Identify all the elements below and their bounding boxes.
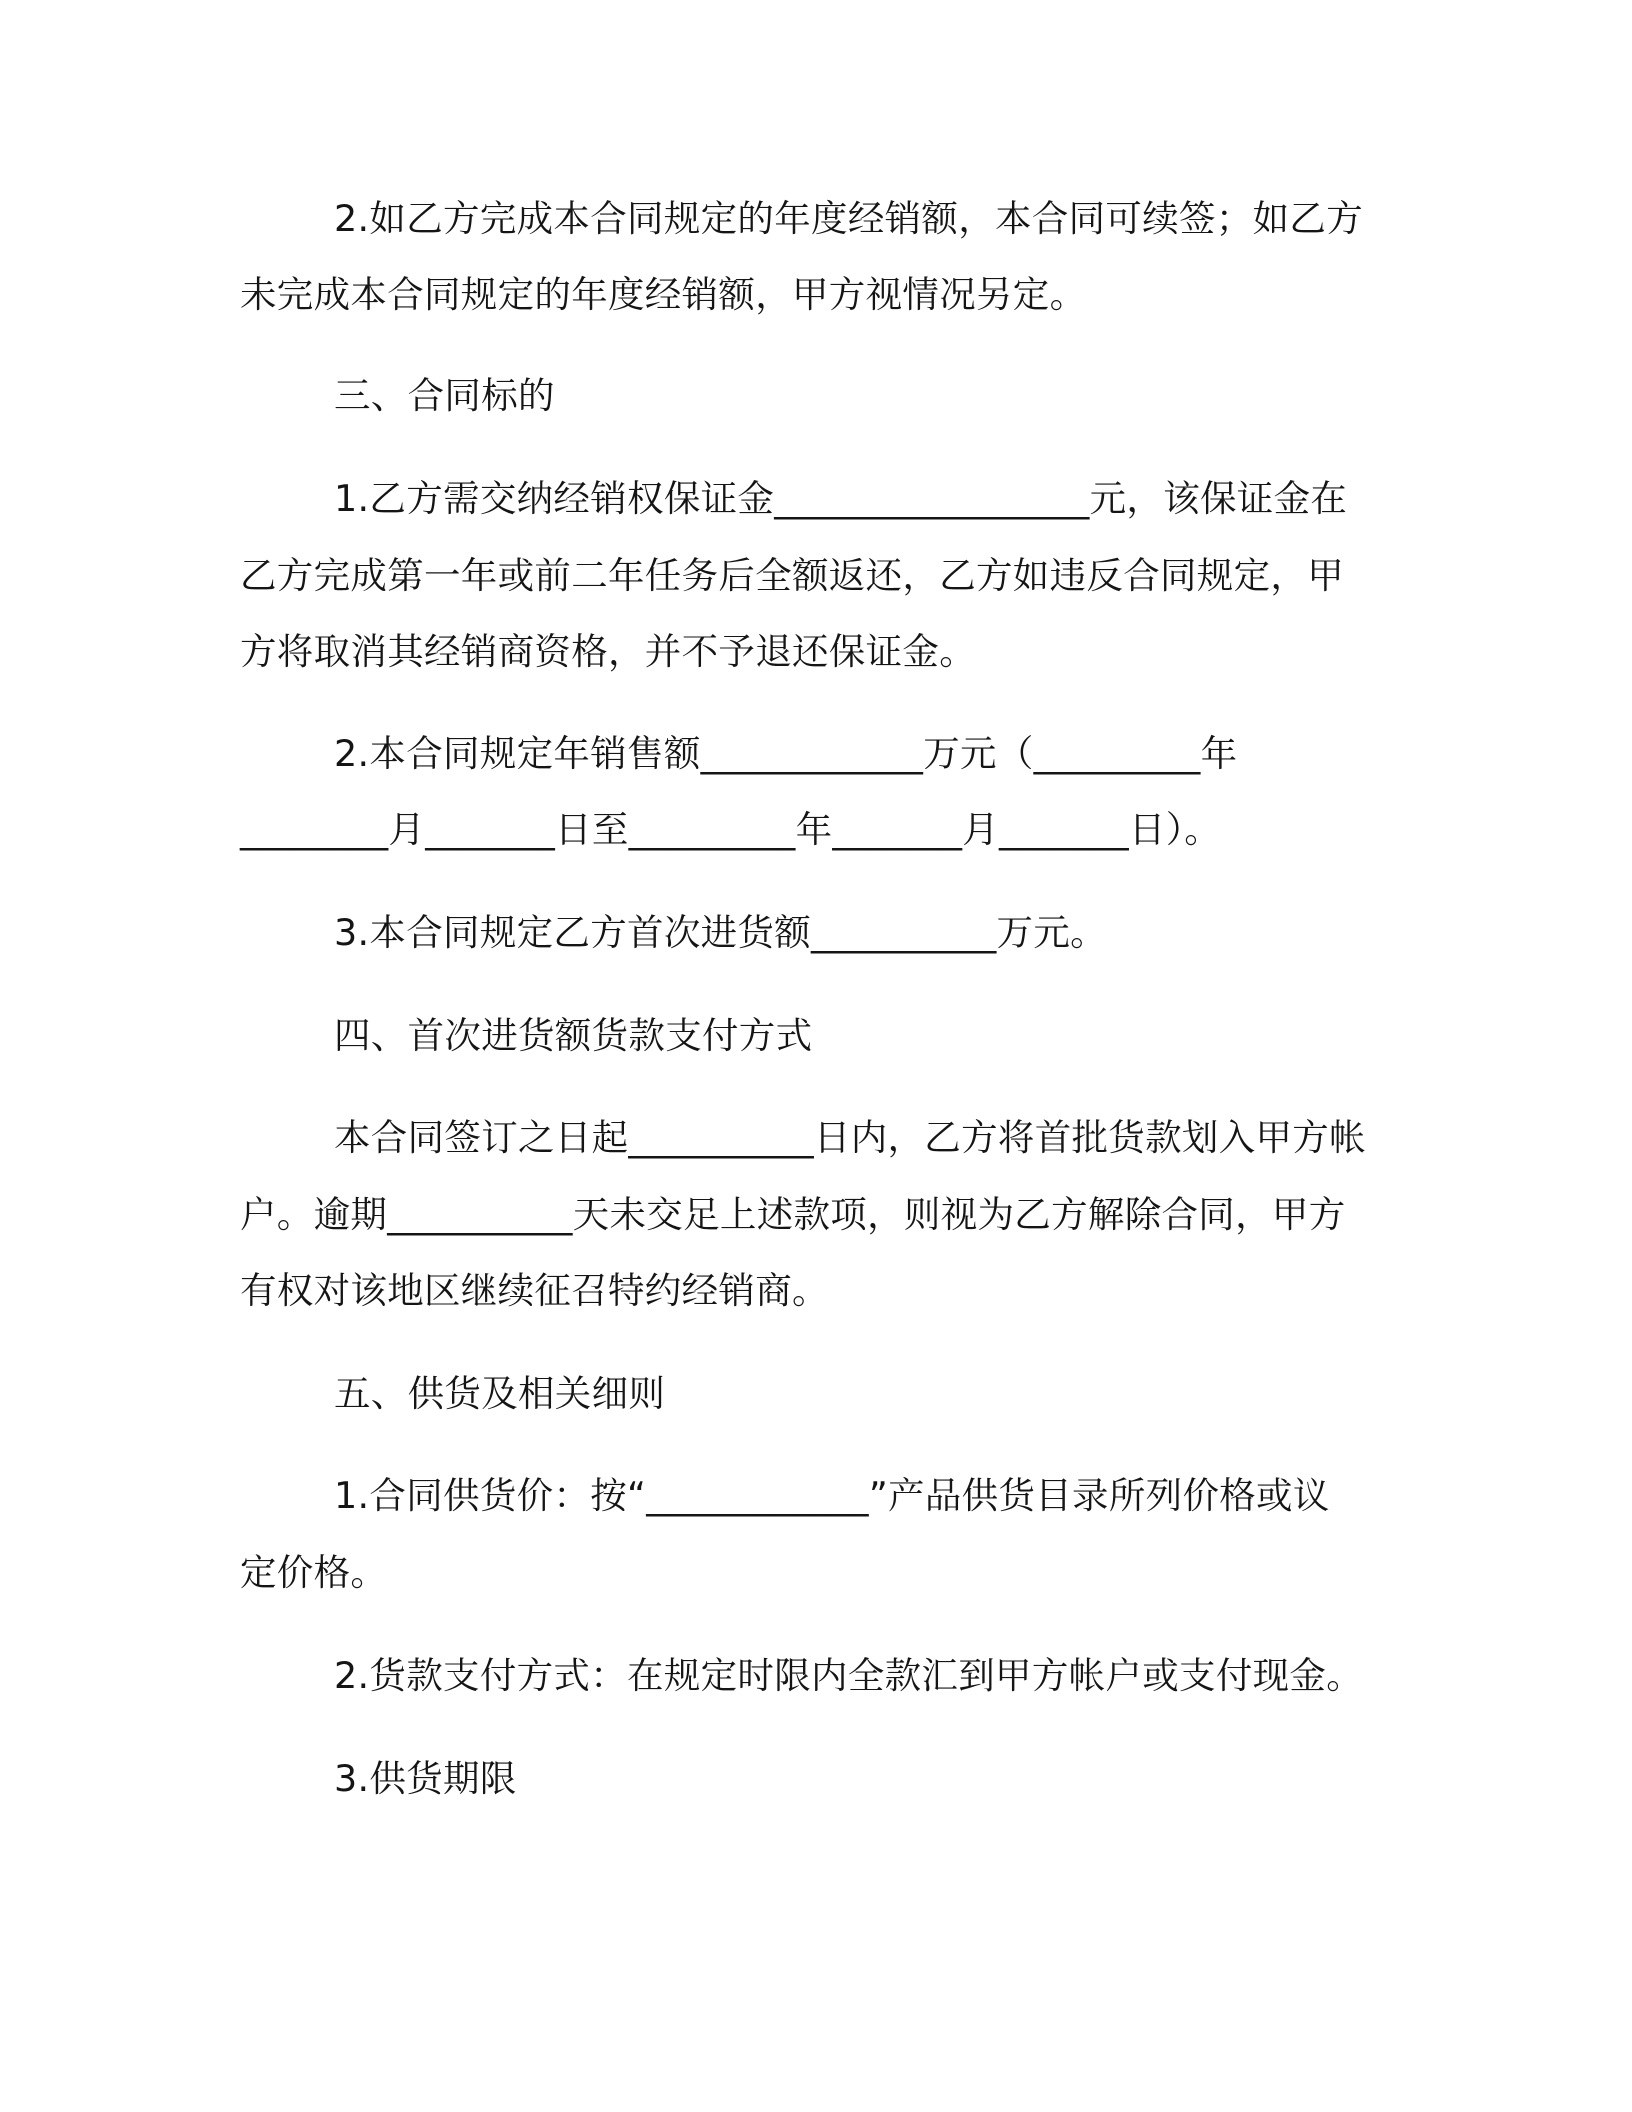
section-heading: 三、合同标的 (334, 374, 555, 417)
text-line: 2.货款支付方式：在规定时限内全款汇到甲方帐户或支付现金。 (334, 1654, 1364, 1697)
text-line: 2.如乙方完成本合同规定的年度经销额，本合同可续签；如乙方 (334, 197, 1364, 240)
text-line: 定价格。 (240, 1551, 388, 1594)
text-line: 方将取消其经销商资格，并不予退还保证金。 (240, 630, 976, 673)
text-line: 户。逾期__________天未交足上述款项，则视为乙方解除合同，甲方 (240, 1193, 1346, 1236)
text-line: 有权对该地区继续征召特约经销商。 (240, 1269, 829, 1312)
text-line: 3.本合同规定乙方首次进货额__________万元。 (334, 911, 1107, 954)
text-line: 1.合同供货价：按“____________”产品供货目录所列价格或议 (334, 1474, 1330, 1517)
text-line: ________月_______日至_________年_______月_______日）。 (240, 808, 1222, 851)
text-line: 1.乙方需交纳经销权保证金_________________元，该保证金在 (334, 477, 1348, 520)
section-heading: 五、供货及相关细则 (334, 1372, 666, 1415)
text-line: 未完成本合同规定的年度经销额，甲方视情况另定。 (240, 273, 1087, 316)
section-heading: 四、首次进货额货款支付方式 (334, 1014, 813, 1057)
text-line: 乙方完成第一年或前二年任务后全额返还，乙方如违反合同规定，甲 (240, 554, 1344, 597)
text-line: 本合同签订之日起__________日内，乙方将首批货款划入甲方帐 (334, 1116, 1366, 1159)
text-line: 2.本合同规定年销售额____________万元（_________年 (334, 732, 1238, 775)
text-line: 3.供货期限 (334, 1757, 517, 1800)
